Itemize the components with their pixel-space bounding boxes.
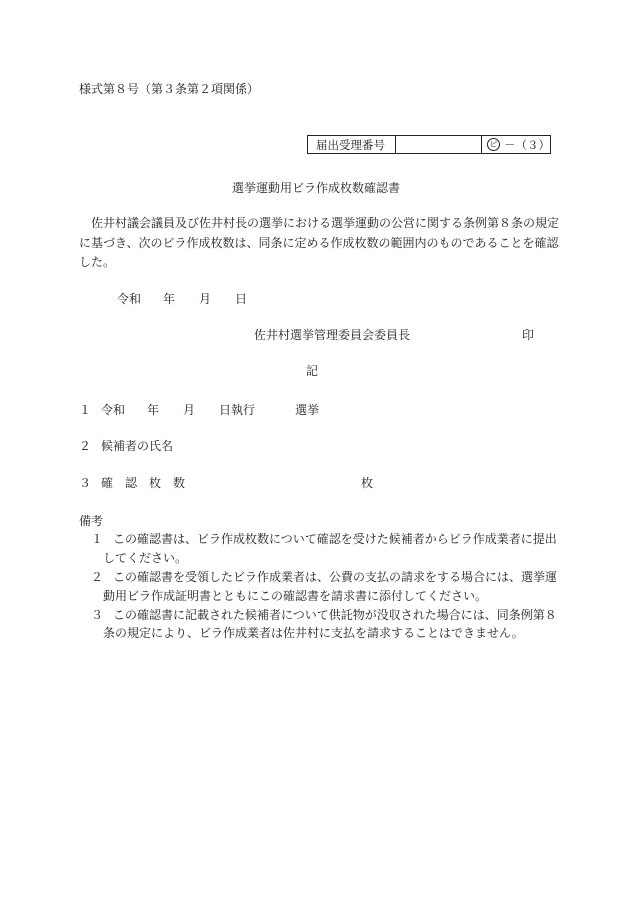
note-1-line-2: してください。	[103, 551, 188, 565]
item-confirmed-count	[79, 474, 373, 491]
document-title: 選挙運動用ビラ作成枚数確認書	[232, 181, 401, 195]
receipt-code	[482, 136, 550, 153]
date-line	[117, 290, 247, 307]
form-number: 様式第８号（第３条第２項関係）	[79, 82, 260, 96]
date-year-unit: 年	[163, 292, 176, 306]
date-month-unit: 月	[199, 292, 212, 306]
receipt-number-field[interactable]	[396, 136, 482, 153]
note-3-number: ３	[91, 608, 104, 622]
receipt-label: 届出受理番号	[308, 136, 396, 153]
issuer-title: 佐井村選挙管理委員会委員長	[254, 328, 411, 342]
item-candidate-name	[79, 437, 173, 454]
item-1-number: １	[79, 403, 92, 417]
receipt-code-suffix: －（３）	[504, 137, 550, 152]
note-3-line-1	[91, 606, 557, 623]
seal-mark: 印	[522, 328, 535, 342]
notes-heading: 備考	[79, 514, 104, 528]
item-1-day-text: 日執行	[219, 403, 256, 417]
item-1-era: 令和	[101, 403, 126, 417]
body-line-1: 佐井村議会議員及び佐井村長の選挙における選挙運動の公営に関する条例第８条の規定	[91, 216, 560, 230]
note-1-line-1	[91, 530, 557, 547]
note-2-line-2: 動用ビラ作成証明書とともにこの確認書を請求書に添付してください。	[103, 589, 488, 603]
date-era: 令和	[117, 292, 142, 306]
note-1-number: １	[91, 532, 104, 546]
note-3-line-2: 条の規定により、ビラ作成業者は佐井村に支払を請求することはできません。	[103, 626, 524, 640]
note-2-text: この確認書を受領したビラ作成業者は、公費の支払の請求をする場合には、選挙運	[113, 570, 558, 584]
note-1-text: この確認書は、ビラ作成枚数について確認を受けた候補者からビラ作成業者に提出	[113, 532, 557, 546]
item-2-number: ２	[79, 439, 92, 453]
date-day-unit: 日	[235, 292, 248, 306]
item-1-year-unit: 年	[147, 403, 160, 417]
item-3-unit: 枚	[361, 476, 374, 490]
note-2-number: ２	[91, 570, 104, 584]
item-3-label: 確 認 枚 数	[101, 476, 186, 490]
body-line-3: した。	[79, 255, 116, 269]
item-2-label: 候補者の氏名	[101, 439, 174, 453]
item-election-date	[79, 401, 319, 418]
note-2-line-1	[91, 568, 557, 585]
body-line-2: に基づき、次のビラ作成枚数は、同条に定める作成枚数の範囲内のものであることを確認	[79, 236, 559, 250]
item-1-election: 選挙	[295, 403, 320, 417]
receipt-number-box	[307, 135, 551, 154]
item-3-number: ３	[79, 476, 92, 490]
note-3-text: この確認書に記載された候補者について供託物が没収された場合には、同条例第８	[113, 608, 557, 622]
item-1-month-unit: 月	[183, 403, 196, 417]
circled-bi-mark: ビ	[487, 138, 500, 151]
ki-heading: 記	[306, 364, 319, 378]
